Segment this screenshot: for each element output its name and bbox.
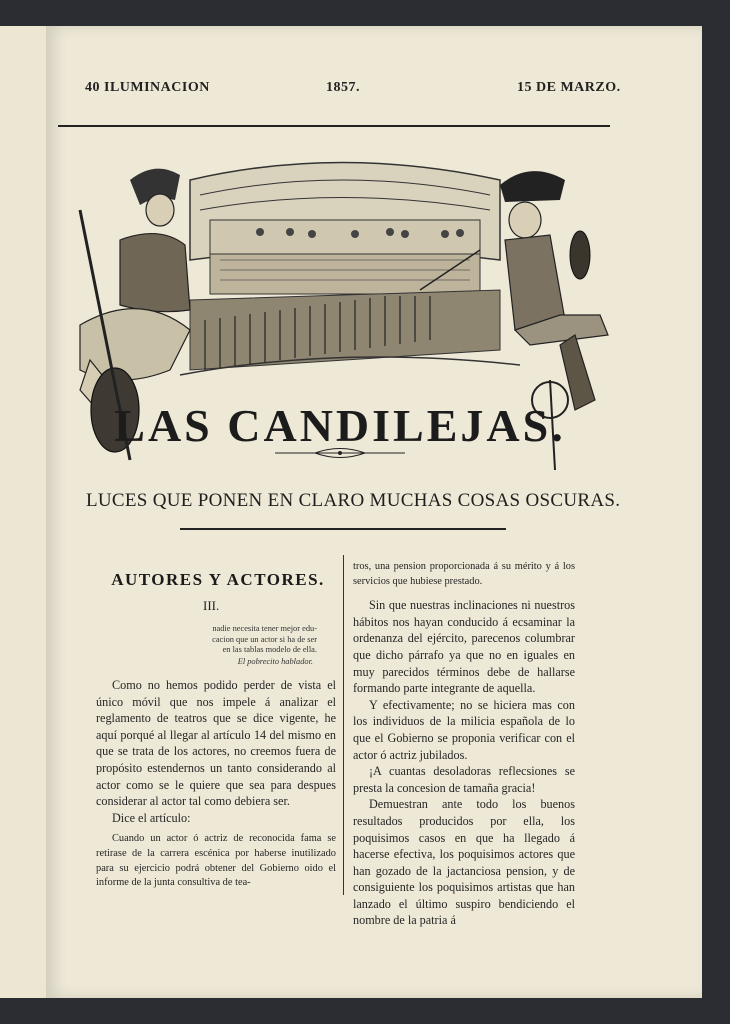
quoted-article: Cuando un actor ó actriz de reconocida fama se retirase de la carrera escénica por haberse inutilizado para su ejercicio podrá obtener del Gobierno oido el informe de la junta consultiva de tea- xyxy=(96,833,336,889)
paragraph: Como no hemos podido perder de vista el único móvil que nos impele á analizar el reglamento de teatros que se dice vigente, he aquí porqué al llegar al artículo 14 del mismo en que se trata de los actores, no creemos fuera de propósito estendernos un tanto considerando al actor como se le quiere que sea para despues considerar al actor tal como debiera ser. xyxy=(96,678,336,809)
facing-page-edge xyxy=(0,26,48,998)
right-column xyxy=(353,560,575,929)
epigraph-source: El pobrecito hablador. xyxy=(237,657,313,666)
epigraph-line: cacion que un actor si ha de ser xyxy=(212,634,317,644)
quoted-article-continued: tros, una pension proporcionada á su mérito y á los servicios que hubiese prestado. xyxy=(353,561,575,587)
header-year: 1857. xyxy=(326,80,360,95)
column-divider xyxy=(343,555,344,895)
header-page-number: 40 ILUMINACION xyxy=(85,80,210,95)
tagline-rule xyxy=(180,528,506,530)
header-rule xyxy=(58,125,610,127)
scan-background xyxy=(0,0,730,26)
paragraph: Sin que nuestras inclinaciones ni nuestros hábitos nos hayan conducido á ecsaminar la ordenanza del ejército, parecenos columbrar que dicho párrafo ya que no en iguales en muy parecidos términos debe de hallarse formando parte integrante de aquella. xyxy=(353,598,575,696)
article-title-text: AUTORES Y ACTORES. xyxy=(111,570,325,589)
left-column xyxy=(96,677,336,891)
header-date: 15 DE MARZO. xyxy=(517,80,621,95)
section-number: III. xyxy=(203,598,220,613)
epigraph-line: nadie necesita tener mejor edu- xyxy=(212,624,317,633)
ornament-divider xyxy=(275,446,405,460)
masthead-tagline: LUCES QUE PONEN EN CLARO MUCHAS COSAS OSCURAS. xyxy=(86,490,621,511)
paragraph: Y efectivamente; no se hiciera mas con los individuos de la milicia española de lo que el Gobierno se proponia verificar con el actor ó actriz jubilados. xyxy=(353,697,575,762)
epigraph xyxy=(195,624,317,656)
masthead-title-text: LAS CANDILEJAS. xyxy=(114,400,566,451)
article-title xyxy=(100,567,336,591)
paragraph: ¡A cuantas desoladoras reflecsiones se presta la concesion de tamaña gracia! xyxy=(353,764,575,795)
paragraph: Demuestran ante todo los buenos resultados producidos por ella, los poquisimos casos en que ha llegado á hacerse efectiva, los poquisimos actores que han gozado de la jactanciosa pension, y de consiguiente los poquisimos artistas que han lanzado el último suspiro bendiciendo el nombre de la patria á xyxy=(353,797,575,928)
paragraph: Dice el artículo: xyxy=(112,810,191,825)
epigraph-line: en las tablas modelo de ella. xyxy=(222,645,317,654)
